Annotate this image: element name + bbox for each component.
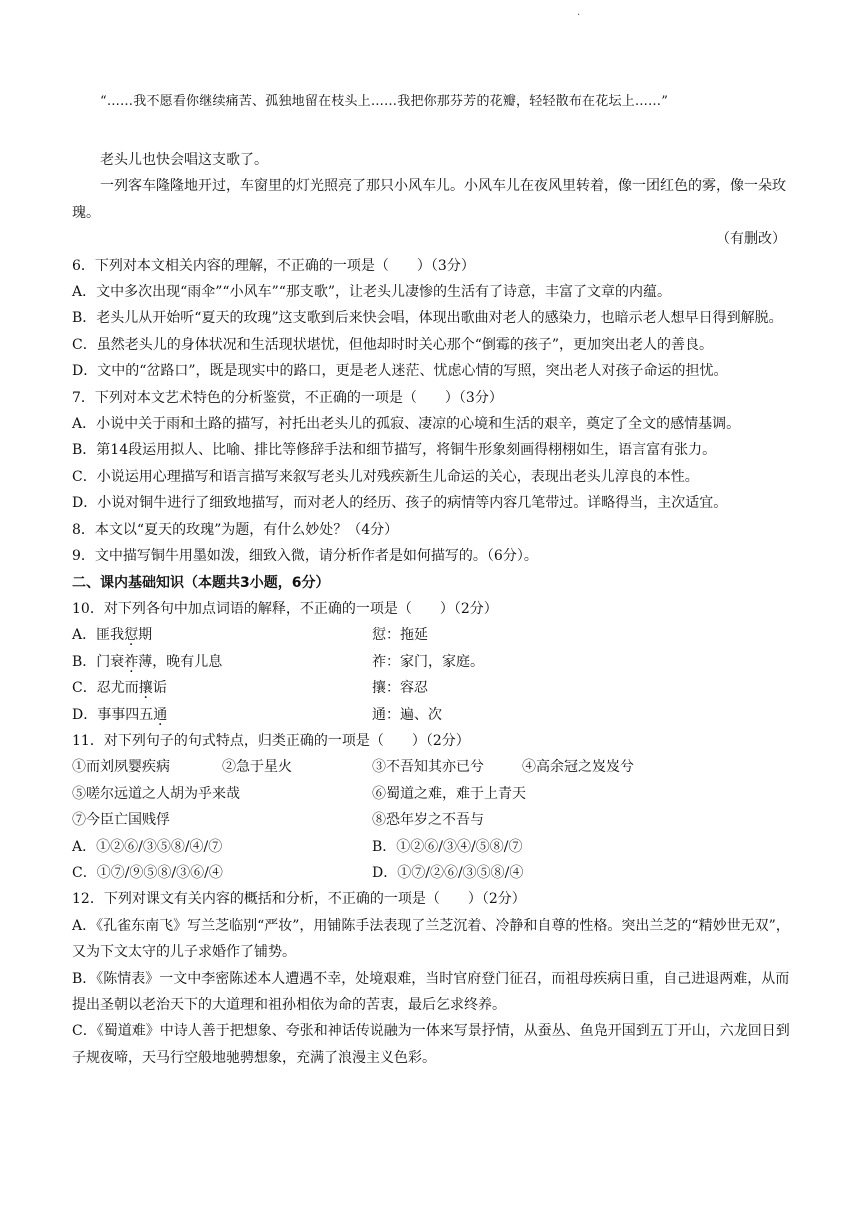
question-10-option-c bbox=[72, 675, 790, 701]
question-7-option-c: C．小说运用心理描写和语言描写来叙写老头儿对残疾新生儿命运的关心，表现出老头儿淳良的本性。 bbox=[72, 468, 699, 485]
question-11-option-c: C．①⑦/⑨⑤⑧/③⑥/④ bbox=[72, 864, 223, 881]
source-note: （有删改） bbox=[716, 231, 786, 248]
sentence-item: ②急于星火 bbox=[222, 759, 292, 776]
document-page bbox=[72, 90, 790, 1071]
sentence-text: 期 bbox=[138, 627, 153, 644]
question-10-option-a bbox=[72, 622, 790, 648]
question-11-sentences-row-3 bbox=[72, 807, 790, 833]
dotted-word: 通 bbox=[153, 706, 168, 723]
question-12-stem: 12．下列对课文有关内容的概括和分析，不正确的一项是（ ）（2分） bbox=[72, 891, 526, 908]
question-11-option-a: A．①②⑥/③⑤⑧/④/⑦ bbox=[72, 838, 223, 855]
sentence-text: 事事四五 bbox=[97, 706, 154, 723]
question-11-options-row-1 bbox=[72, 834, 790, 860]
sentence-text: 门衰 bbox=[96, 653, 125, 670]
question-10-option-d bbox=[72, 702, 790, 728]
sentence-item: ⑦今臣亡国贱俘 bbox=[72, 812, 170, 829]
sentence-item: ①而刘夙婴疾病 bbox=[72, 759, 170, 776]
question-8: 8．本文以“夏天的玫瑰”为题，有什么妙处？（4分） bbox=[72, 521, 399, 538]
story-paragraph: 一列客车隆隆地开过，车窗里的灯光照亮了那只小风车儿。小风车儿在夜风里转着，像一团红色的雾，像一朵玫瑰。 bbox=[72, 178, 786, 221]
question-10-option-b bbox=[72, 649, 790, 675]
option-letter: D． bbox=[72, 706, 98, 723]
question-7-option-a: A．小说中关于雨和土路的描写，衬托出老头儿的孤寂、凄凉的心境和生活的艰辛，奠定了全文的感情基调。 bbox=[72, 416, 741, 433]
sentence-item: ⑧恐年岁之不吾与 bbox=[372, 812, 484, 829]
sentence-item: ④高余冠之岌岌兮 bbox=[522, 759, 634, 776]
question-10-stem: 10．对下列各句中加点词语的解释，不正确的一项是（ ）（2分） bbox=[72, 600, 498, 617]
option-letter: C． bbox=[72, 680, 97, 697]
sentence-item: ⑥蜀道之难，难于上青天 bbox=[372, 785, 526, 802]
word-explanation: 攘：容忍 bbox=[372, 680, 428, 697]
question-6-option-a: A．文中多次出现“雨伞”“小风车”“那支歌”，让老头儿凄惨的生活有了诗意，丰富了文章的内蕴。 bbox=[72, 284, 672, 301]
question-11-option-b: B．①②⑥/③④/⑤⑧/⑦ bbox=[372, 838, 523, 855]
question-7-option-b: B．第14段运用拟人、比喻、排比等修辞手法和细节描写，将铜牛形象刻画得栩栩如生，语言富有张力。 bbox=[72, 442, 717, 459]
question-11-option-d: D．①⑦/②⑥/③⑤⑧/④ bbox=[372, 864, 524, 881]
question-11-stem: 11．对下列句子的句式特点，归类正确的一项是（ ）（2分） bbox=[72, 732, 470, 749]
question-6-option-b: B．老头儿从开始听“夏天的玫瑰”这支歌到后来快会唱，体现出歌曲对老人的感染力，也暗示老人想早日得到解脱。 bbox=[72, 310, 783, 327]
sentence-text: 匪我 bbox=[96, 627, 125, 644]
word-explanation: 通：遍、次 bbox=[372, 706, 442, 723]
header-mark: · bbox=[577, 10, 581, 21]
question-11-sentences-row-2 bbox=[72, 781, 790, 807]
dotted-word: 攘 bbox=[138, 680, 153, 697]
question-12-option-c: C．《蜀道难》中诗人善于把想象、夸张和神话传说融为一体来写景抒情，从蚕丛、鱼凫开国到五丁开山，六龙回日到子规夜啼，天马行空般地驰骋想象，充满了浪漫主义色彩。 bbox=[72, 1023, 790, 1066]
question-11-sentences-row-1 bbox=[72, 754, 790, 780]
option-letter: A． bbox=[72, 627, 97, 644]
question-12-option-b: B．《陈情表》一文中李密陈述本人遭遇不幸，处境艰难，当时官府登门征召，而祖母疾病日重，自己进退两难，从而提出圣朝以老治天下的大道理和祖孙相依为命的苦衷，最后乞求终养。 bbox=[72, 970, 790, 1013]
dotted-word: 祚 bbox=[124, 653, 139, 670]
question-6-option-c: C．虽然老头儿的身体状况和生活现状堪忧，但他却时时关心那个“倒霉的孩子”，更加突出老人的善良。 bbox=[72, 336, 714, 353]
question-7-option-d: D．小说对铜牛进行了细致地描写，而对老人的经历、孩子的病情等内容几笔带过。详略得当，主次适宜。 bbox=[72, 495, 728, 512]
song-quote: “……我不愿看你继续痛苦、孤独地留在枝头上……我把你那芬芳的花瓣，轻轻散布在花坛上……” bbox=[100, 94, 669, 109]
question-6-option-d: D．文中的“岔路口”，既是现实中的路口，更是老人迷茫、忧虑心情的写照，突出老人对孩子命运的担忧。 bbox=[72, 363, 728, 380]
sentence-text: 诟 bbox=[152, 680, 167, 697]
sentence-text: 薄，晚有儿息 bbox=[138, 653, 223, 670]
sentence-text: 忍尤而 bbox=[96, 680, 139, 697]
word-explanation: 愆：拖延 bbox=[372, 627, 428, 644]
question-12-option-a: A．《孔雀东南飞》写兰芝临别“严妆”，用铺陈手法表现了兰芝沉着、冷静和自尊的性格。突出兰芝的“精妙世无双”，又为下文太守的儿子求婚作了铺势。 bbox=[72, 917, 790, 961]
section-2-heading: 二、课内基础知识（本题共3小题，6分） bbox=[72, 574, 330, 591]
option-letter: B． bbox=[72, 653, 97, 670]
question-9: 9．文中描写铜牛用墨如泼，细致入微，请分析作者是如何描写的。（6分）。 bbox=[72, 548, 538, 565]
dotted-word: 愆 bbox=[124, 627, 139, 644]
sentence-item: ③不吾知其亦已兮 bbox=[372, 759, 484, 776]
question-6-stem: 6．下列对本文相关内容的理解，不正确的一项是（ ）（3分） bbox=[72, 257, 475, 274]
word-explanation: 祚：家门，家庭。 bbox=[372, 653, 484, 670]
question-7-stem: 7．下列对本文艺术特色的分析鉴赏，不正确的一项是（ ）（3分） bbox=[72, 389, 503, 406]
story-paragraph: 老头儿也快会唱这支歌了。 bbox=[100, 152, 268, 168]
question-11-options-row-2 bbox=[72, 860, 790, 886]
sentence-item: ⑤嗟尔远道之人胡为乎来哉 bbox=[72, 785, 240, 802]
